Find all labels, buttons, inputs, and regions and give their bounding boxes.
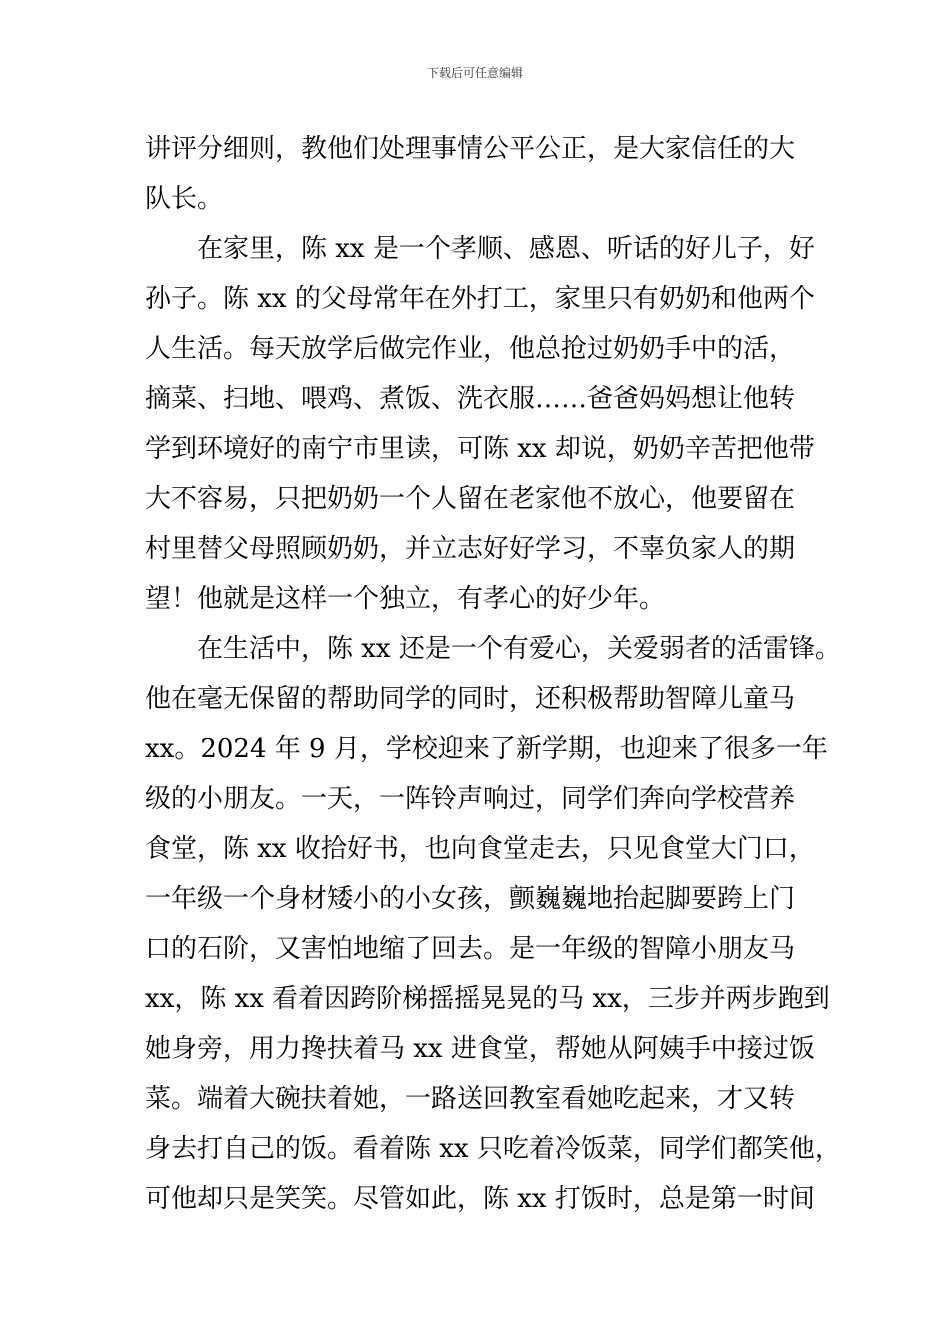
text-line: 摘菜、扫地、喂鸡、煮饭、洗衣服……爸爸妈妈想让他转: [145, 384, 796, 414]
text-line: 菜。端着大碗扶着她，一路送回教室看她吃起来，才又转: [145, 1084, 796, 1114]
text-line: 级的小朋友。一天，一阵铃声响过，同学们奔向学校营养: [145, 784, 796, 814]
text-line: 可他却只是笑笑。尽管如此，陈 xx 打饭时，总是第一时间: [145, 1184, 815, 1214]
text-line: 口的石阶，又害怕地缩了回去。是一年级的智障小朋友马: [145, 934, 796, 964]
text-line: 他在毫无保留的帮助同学的同时，还积极帮助智障儿童马: [145, 684, 796, 714]
text-line: 人生活。每天放学后做完作业，他总抢过奶奶手中的活，: [145, 334, 796, 364]
text-line: 大不容易，只把奶奶一个人留在老家他不放心，他要留在: [145, 484, 796, 514]
text-line: 身去打自己的饭。看着陈 xx 只吃着冷饭菜，同学们都笑他，: [145, 1134, 841, 1164]
text-line: 村里替父母照顾奶奶，并立志好好学习，不辜负家人的期: [145, 534, 796, 564]
text-line: 食堂，陈 xx 收拾好书，也向食堂走去，只见食堂大门口，: [145, 834, 815, 864]
text-line: xx，陈 xx 看着因跨阶梯摇摇晃晃的马 xx，三步并两步跑到: [145, 984, 830, 1014]
document-body: [145, 124, 845, 1224]
text-line: xx。2024 年 9 月，学校迎来了新学期，也迎来了很多一年: [145, 734, 828, 764]
paragraph-2: [145, 224, 845, 624]
text-line: 一年级一个身材矮小的小女孩，颤巍巍地抬起脚要跨上门: [145, 884, 796, 914]
text-line: 望！他就是这样一个独立，有孝心的好少年。: [145, 584, 666, 614]
text-line: 在生活中，陈 xx 还是一个有爱心，关爱弱者的活雷锋。: [197, 634, 841, 664]
paragraph-1: [145, 124, 845, 224]
text-line: 讲评分细则，教他们处理事情公平公正，是大家信任的大: [145, 134, 796, 164]
text-line: 在家里，陈 xx 是一个孝顺、感恩、听话的好儿子，好: [197, 234, 815, 264]
paragraph-3: [145, 624, 845, 1224]
text-line: 孙子。陈 xx 的父母常年在外打工，家里只有奶奶和他两个: [145, 284, 815, 314]
text-line: 学到环境好的南宁市里读，可陈 xx 却说，奶奶辛苦把他带: [145, 434, 815, 464]
text-line: 她身旁，用力搀扶着马 xx 进食堂，帮她从阿姨手中接过饭: [145, 1034, 815, 1064]
header-note: 下载后可任意编辑: [426, 66, 523, 80]
text-line: 队长。: [145, 184, 224, 214]
